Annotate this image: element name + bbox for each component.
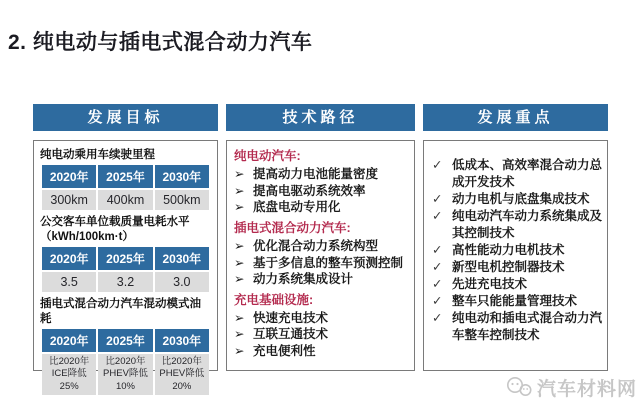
list-item bbox=[432, 259, 602, 276]
list-item-text: 提高电驱动系统效率 bbox=[253, 183, 366, 198]
goals-table-fuel bbox=[40, 327, 211, 397]
list-item-text: 纯电动汽车动力系统集成及其控制技术 bbox=[452, 209, 603, 240]
list-item bbox=[432, 293, 602, 310]
table-header-cell: 2030年 bbox=[155, 247, 209, 270]
path-group-heading: 充电基础设施: bbox=[234, 292, 314, 307]
column-development-focus bbox=[423, 104, 608, 371]
goals-section-label: 纯电动乘用车续驶里程 bbox=[40, 149, 155, 161]
page-title: 2. 纯电动与插电式混合动力汽车 bbox=[8, 31, 313, 54]
table-value-cell: 500km bbox=[155, 190, 209, 210]
path-group-heading: 纯电动汽车: bbox=[234, 149, 301, 163]
list-item-text: 快速充电技术 bbox=[253, 310, 329, 325]
checkmark-icon: ✓ bbox=[432, 311, 443, 325]
list-item bbox=[432, 157, 602, 191]
goals-panel bbox=[33, 140, 218, 392]
list-item-text: 互联互通技术 bbox=[253, 327, 329, 342]
checkmark-icon: ✓ bbox=[432, 192, 443, 206]
list-item bbox=[234, 271, 409, 288]
table-value-cell: 比2020年 PHEV降低 10% bbox=[98, 354, 152, 395]
list-item-text: 纯电动和插电式混合动力汽车整车控制技术 bbox=[452, 311, 603, 342]
watermark-text: 汽车材料网 bbox=[536, 378, 637, 400]
list-item-text: 整车只能能量管理技术 bbox=[452, 294, 578, 308]
table-header-cell: 2020年 bbox=[42, 247, 96, 270]
table-value-cell: 3.0 bbox=[155, 272, 209, 292]
watermark-logo bbox=[505, 372, 637, 402]
checkmark-icon: ✓ bbox=[432, 243, 443, 257]
arrow-bullet-icon: ➢ bbox=[234, 167, 245, 182]
list-item bbox=[432, 208, 602, 242]
list-item bbox=[234, 255, 409, 272]
list-item-text: 低成本、高效率混合动力总成开发技术 bbox=[452, 158, 603, 189]
list-item bbox=[432, 276, 602, 293]
arrow-bullet-icon: ➢ bbox=[234, 200, 245, 215]
focus-panel bbox=[423, 140, 608, 371]
table-header-cell: 2030年 bbox=[155, 329, 209, 352]
table-value-cell: 3.5 bbox=[42, 272, 96, 292]
checkmark-icon: ✓ bbox=[432, 209, 443, 223]
path-panel bbox=[226, 140, 415, 371]
table-value-cell: 3.2 bbox=[98, 272, 152, 292]
arrow-bullet-icon: ➢ bbox=[234, 239, 245, 253]
list-item-text: 充电便利性 bbox=[253, 343, 316, 358]
goals-table-range bbox=[40, 163, 211, 212]
list-item bbox=[234, 310, 409, 327]
arrow-bullet-icon: ➢ bbox=[234, 327, 245, 342]
column-header-focus: 发展重点 bbox=[423, 104, 608, 131]
arrow-bullet-icon: ➢ bbox=[234, 272, 245, 286]
goals-table-energy bbox=[40, 245, 211, 294]
table-value-cell: 400km bbox=[98, 190, 152, 210]
checkmark-icon: ✓ bbox=[432, 260, 443, 274]
list-item bbox=[234, 183, 409, 200]
table-header-cell: 2020年 bbox=[42, 165, 96, 188]
list-item bbox=[234, 166, 409, 183]
list-item bbox=[432, 191, 602, 208]
list-item-text: 高性能动力电机技术 bbox=[452, 243, 565, 257]
list-item bbox=[234, 343, 409, 360]
column-header-goals: 发展目标 bbox=[33, 104, 218, 131]
arrow-bullet-icon: ➢ bbox=[234, 183, 245, 198]
list-item bbox=[234, 326, 409, 343]
list-item-text: 基于多信息的整车预测控制 bbox=[253, 255, 404, 270]
table-value-cell: 比2020年 ICE降低 25% bbox=[42, 354, 96, 395]
list-item bbox=[432, 310, 602, 344]
checkmark-icon: ✓ bbox=[432, 158, 443, 172]
list-item-text: 先进充电技术 bbox=[452, 277, 528, 291]
arrow-bullet-icon: ➢ bbox=[234, 255, 245, 270]
checkmark-icon: ✓ bbox=[432, 294, 443, 308]
arrow-bullet-icon: ➢ bbox=[234, 343, 245, 358]
table-header-cell: 2025年 bbox=[98, 329, 152, 352]
list-item bbox=[234, 238, 409, 255]
list-item-text: 新型电机控制器技术 bbox=[452, 260, 565, 274]
list-item-text: 优化混合动力系统构型 bbox=[253, 239, 379, 253]
column-development-goals bbox=[33, 104, 218, 392]
table-value-cell: 比2020年 PHEV降低 20% bbox=[155, 354, 209, 395]
list-item-text: 提高动力电池能量密度 bbox=[253, 167, 379, 182]
table-header-cell: 2025年 bbox=[98, 247, 152, 270]
arrow-bullet-icon: ➢ bbox=[234, 310, 245, 325]
column-header-path: 技术路径 bbox=[226, 104, 415, 131]
three-column-layout bbox=[33, 104, 608, 392]
table-value-cell: 300km bbox=[42, 190, 96, 210]
table-header-cell: 2030年 bbox=[155, 165, 209, 188]
list-item-text: 底盘电动专用化 bbox=[253, 200, 341, 215]
column-technical-path bbox=[226, 104, 415, 371]
list-item bbox=[432, 242, 602, 259]
goals-section-label: 插电式混合动力汽车混动模式油耗 bbox=[40, 298, 201, 325]
list-item bbox=[234, 199, 409, 216]
list-item-text: 动力电机与底盘集成技术 bbox=[452, 192, 590, 206]
list-item-text: 动力系统集成设计 bbox=[253, 272, 354, 286]
wechat-icon bbox=[505, 376, 533, 398]
table-header-cell: 2020年 bbox=[42, 329, 96, 352]
checkmark-icon: ✓ bbox=[432, 277, 443, 291]
goals-section-label: 公交客车单位载质量电耗水平（kWh/100km·t） bbox=[40, 216, 190, 243]
table-header-cell: 2025年 bbox=[98, 165, 152, 188]
path-group-heading: 插电式混合动力汽车: bbox=[234, 220, 351, 235]
